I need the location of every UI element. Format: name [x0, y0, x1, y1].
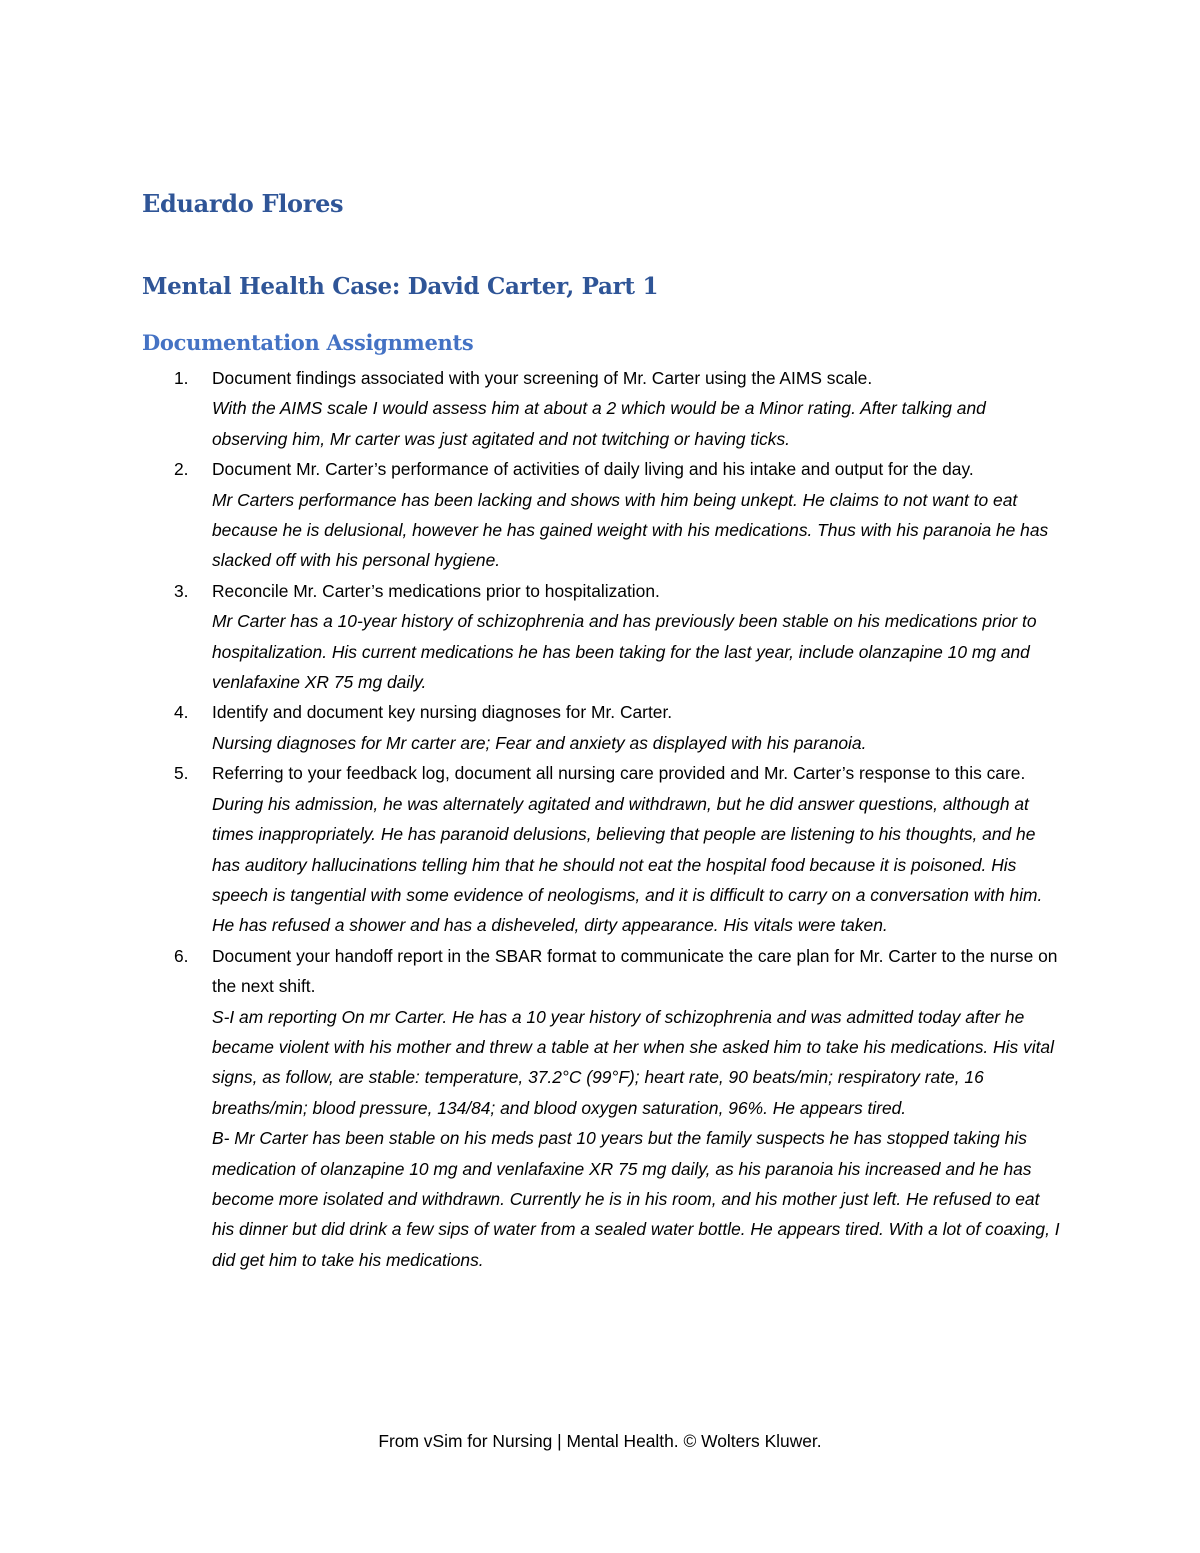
answer-text: Mr Carter has a 10-year history of schizophrenia and has previously been stable on his medications prior to hospitalization. His current medications he has been taking for the last year, include olanzapine 10 mg and venlafaxine XR 75 mg daily. [212, 611, 1037, 693]
answer-text: With the AIMS scale I would assess him at about a 2 which would be a Minor rating. After talking and observing him, Mr carter was just agitated and not twitching or having ticks. [212, 398, 986, 449]
assignment-list [142, 363, 1062, 1275]
page-footer: From vSim for Nursing | Mental Health. © Wolters Kluwer. [378, 1431, 822, 1451]
answer-text: Mr Carters performance has been lacking and shows with him being unkept. He claims to not want to eat because he is delusional, however he has gained weight with his medications. Thus with his paranoia he has slacked off with his personal hygiene. [212, 489, 1049, 571]
section-heading: Documentation Assignments [142, 330, 474, 355]
author-name: Eduardo Flores [142, 189, 344, 218]
item-number: 4. [174, 702, 189, 723]
item-number: 6. [174, 945, 189, 966]
item-number: 1. [174, 368, 189, 388]
answer-text: During his admission, he was alternately agitated and withdrawn, but he did answer questions, although at times inappropriately. He has paranoid delusions, believing that people are listening to his thoughts, and he has auditory hallucinations telling him that he should not eat the hospital food because it is poisoned. His speech is tangential with some evidence of neologisms, and it is difficult to carry on a conversation with him. He has refused a shower and has a disheveled, dirty appearance. His vitals were taken. [212, 793, 1043, 936]
answer-text-background: B- Mr Carter has been stable on his meds past 10 years but the family suspects he has stopped taking his medication of olanzapine 10 mg and venlafaxine XR 75 mg daily, as his paranoia his increased and he has become more isolated and withdrawn. Currently he is in his room, and his mother just left. He refused to eat his dinner but did drink a few sips of water from a sealed water bottle. He appears tired. With a lot of coaxing, I did get him to take his medications. [212, 1128, 1060, 1270]
question-text: Document findings associated with your screening of Mr. Carter using the AIMS scale. [212, 368, 873, 388]
assignment-item-1 [142, 363, 1062, 454]
question-text: Reconcile Mr. Carter’s medications prior to hospitalization. [212, 580, 660, 601]
answer-text: Nursing diagnoses for Mr carter are; Fear and anxiety as displayed with his paranoia. [212, 732, 867, 753]
assignment-item-3 [142, 576, 1062, 698]
case-title: Mental Health Case: David Carter, Part 1 [142, 273, 659, 300]
question-text: Referring to your feedback log, document all nursing care provided and Mr. Carter’s response to this care. [212, 763, 1026, 784]
question-text: Document Mr. Carter’s performance of activities of daily living and his intake and output for the day. [212, 459, 974, 480]
assignment-item-4 [142, 697, 1062, 758]
item-number: 3. [174, 580, 189, 601]
answer-text-situation: S-I am reporting On mr Carter. He has a 10 year history of schizophrenia and was admitted today after he became violent with his mother and threw a table at her when she asked him to take his medications. His vital signs, as follow, are stable: temperature, 37.2°C (99°F); heart rate, 90 beats/min; respiratory rate, 16 breaths/min; blood pressure, 134/84; and blood oxygen saturation, 96%. He appears tired. [212, 1006, 1054, 1118]
item-number: 2. [174, 459, 189, 480]
item-number: 5. [174, 763, 189, 784]
question-text: Document your handoff report in the SBAR format to communicate the care plan for Mr. Carter to the nurse on the next shift. [212, 945, 1058, 997]
assignment-item-2 [142, 454, 1062, 576]
assignment-item-5 [142, 758, 1062, 940]
question-text: Identify and document key nursing diagnoses for Mr. Carter. [212, 702, 673, 723]
assignment-item-6 [142, 941, 1062, 1275]
